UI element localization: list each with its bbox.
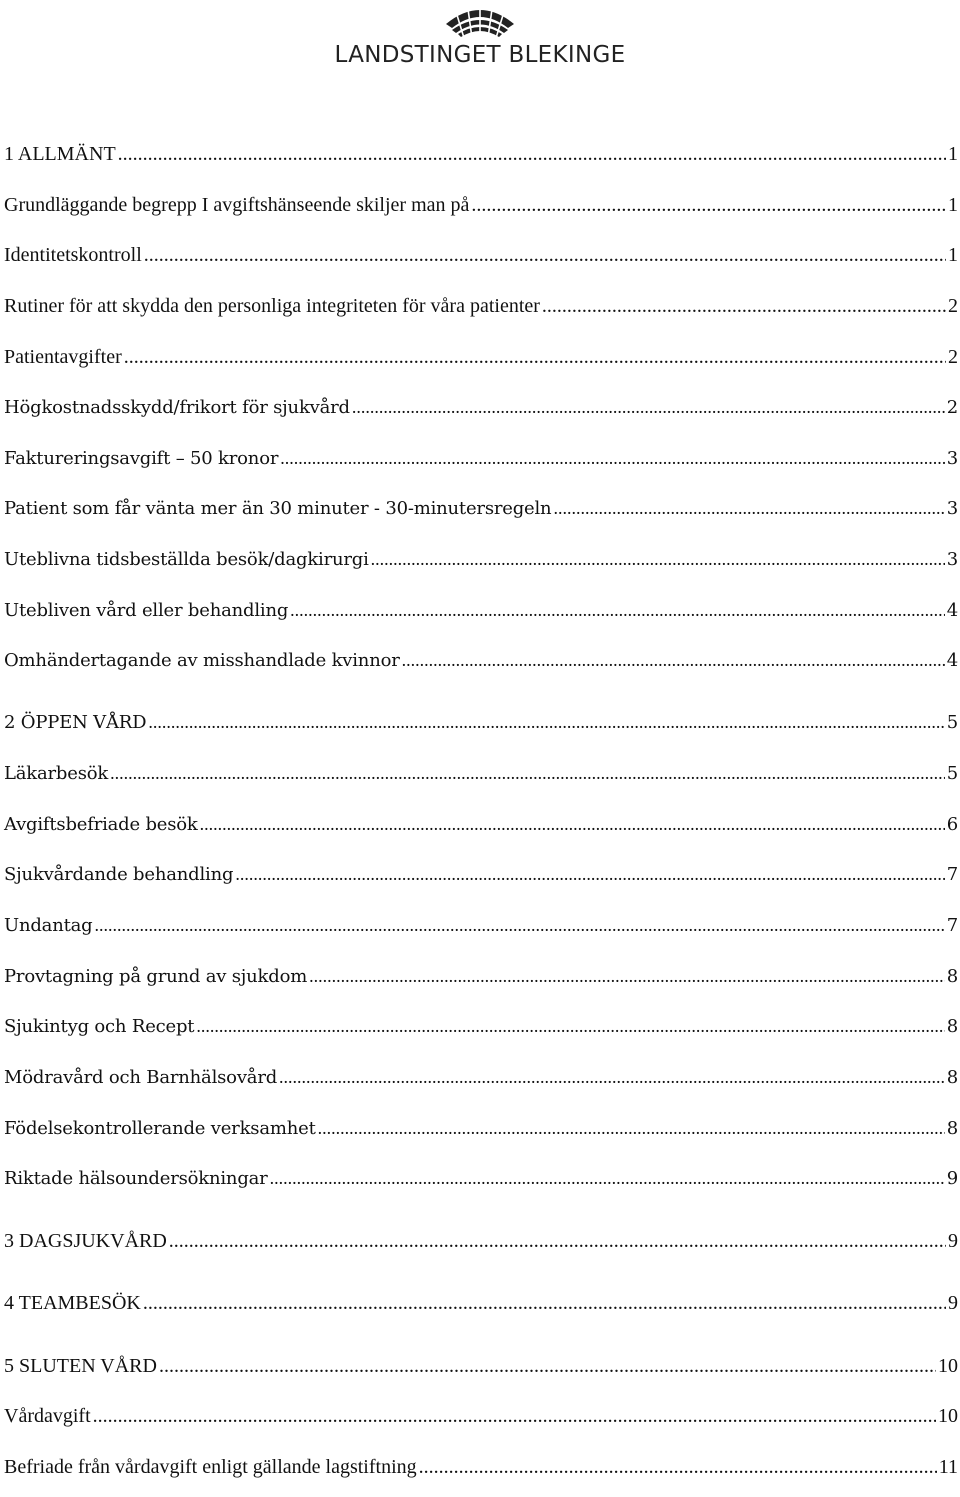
toc-entry[interactable] [4, 346, 958, 374]
toc-entry[interactable] [4, 814, 958, 842]
toc-entry[interactable] [4, 864, 958, 892]
toc-dot-leader [143, 1292, 946, 1315]
toc-dot-leader [110, 763, 945, 784]
toc-dot-leader [196, 1016, 944, 1037]
toc-entry-title: Mödravård och Barnhälsovård [4, 1067, 278, 1088]
toc-entry-page-number: 1 [948, 244, 958, 266]
toc-entry-page-number: 2 [946, 397, 958, 418]
toc-entry-page-number: 9 [948, 1292, 958, 1314]
toc-entry-page-number: 2 [948, 346, 958, 368]
toc-entry[interactable] [4, 498, 958, 526]
toc-entry-title: Omhändertagande av misshandlade kvinnor [4, 650, 400, 671]
toc-entry-title: Provtagning på grund av sjukdom [4, 966, 308, 987]
toc-entry-title: Uteblivna tidsbeställda besök/dagkirurgi [4, 549, 369, 570]
landsting-crown-logo-icon [442, 2, 518, 38]
toc-entry[interactable] [4, 763, 958, 791]
toc-entry-page-number: 5 [946, 712, 958, 733]
document-header [0, 0, 960, 80]
toc-entry-title: 2 ÖPPEN VÅRD [4, 712, 147, 733]
toc-entry-page-number: 6 [946, 814, 958, 835]
toc-entry-page-number: 9 [946, 1168, 958, 1189]
toc-dot-leader [553, 498, 944, 519]
toc-dot-leader [542, 295, 946, 318]
toc-entry-page-number: 3 [946, 448, 958, 469]
toc-entry-page-number: 3 [946, 549, 958, 570]
toc-dot-leader [471, 194, 946, 217]
toc-dot-leader [169, 1230, 946, 1253]
toc-dot-leader [352, 397, 945, 418]
toc-entry-page-number: 5 [946, 763, 958, 784]
toc-entry[interactable] [4, 1118, 958, 1146]
toc-entry-title: Vårdavgift [4, 1405, 91, 1427]
toc-entry-page-number: 8 [946, 1016, 958, 1037]
toc-entry[interactable] [4, 1456, 958, 1484]
toc-entry[interactable] [4, 712, 958, 740]
toc-dot-leader [309, 966, 945, 987]
toc-entry-page-number: 7 [946, 915, 958, 936]
toc-dot-leader [144, 244, 946, 267]
toc-dot-leader [235, 864, 944, 885]
toc-dot-leader [148, 712, 944, 733]
toc-entry-title: Identitetskontroll [4, 244, 142, 266]
toc-entry[interactable] [4, 966, 958, 994]
toc-entry-title: Undantag [4, 915, 93, 936]
toc-entry[interactable] [4, 1405, 958, 1433]
toc-entry-title: Sjukintyg och Recept [4, 1016, 195, 1037]
toc-entry-page-number: 9 [948, 1230, 958, 1252]
toc-dot-leader [318, 1118, 945, 1139]
toc-entry[interactable] [4, 650, 958, 678]
toc-entry-page-number: 1 [948, 143, 958, 165]
toc-entry[interactable] [4, 143, 958, 171]
toc-dot-leader [279, 1067, 945, 1088]
toc-entry-title: Riktade hälsoundersökningar [4, 1168, 268, 1189]
toc-entry[interactable] [4, 1016, 958, 1044]
toc-entry-title: Patient som får vänta mer än 30 minuter - 30-minutersregeln [4, 498, 552, 519]
toc-entry-page-number: 7 [946, 864, 958, 885]
toc-dot-leader [371, 549, 945, 570]
toc-entry-page-number: 2 [948, 295, 958, 317]
toc-entry-title: Befriade från vårdavgift enligt gällande lagstiftning [4, 1456, 417, 1478]
toc-dot-leader [270, 1168, 945, 1189]
toc-entry-title: Avgiftsbefriade besök [4, 814, 198, 835]
toc-entry[interactable] [4, 600, 958, 628]
toc-entry[interactable] [4, 244, 958, 272]
toc-dot-leader [93, 1405, 936, 1428]
toc-entry-title: Faktureringsavgift – 50 kronor [4, 448, 279, 469]
toc-entry[interactable] [4, 1292, 958, 1320]
toc-dot-leader [402, 650, 945, 671]
toc-entry-title: Rutiner för att skydda den personliga integriteten för våra patienter [4, 295, 540, 317]
toc-entry-title: Läkarbesök [4, 763, 109, 784]
logo-wordmark: LANDSTINGET BLEKINGE [334, 42, 626, 68]
toc-dot-leader [419, 1456, 937, 1479]
toc-entry-page-number: 10 [938, 1405, 958, 1427]
toc-entry[interactable] [4, 397, 958, 425]
toc-entry[interactable] [4, 1355, 958, 1383]
toc-entry-page-number: 11 [938, 1456, 958, 1478]
toc-entry-title: 1 ALLMÄNT [4, 143, 116, 165]
toc-entry-page-number: 10 [938, 1355, 958, 1377]
toc-entry-page-number: 8 [946, 1067, 958, 1088]
toc-entry-title: 3 DAGSJUKVÅRD [4, 1230, 167, 1252]
toc-entry[interactable] [4, 448, 958, 476]
toc-entry-page-number: 3 [946, 498, 958, 519]
toc-entry[interactable] [4, 915, 958, 943]
toc-entry-page-number: 1 [948, 194, 958, 216]
toc-entry-page-number: 8 [946, 1118, 958, 1139]
toc-entry[interactable] [4, 1168, 958, 1196]
toc-entry-page-number: 4 [946, 600, 958, 621]
toc-dot-leader [290, 600, 945, 621]
toc-entry-title: Högkostnadsskydd/frikort för sjukvård [4, 397, 350, 418]
toc-dot-leader [200, 814, 945, 835]
toc-entry[interactable] [4, 549, 958, 577]
toc-entry-title: Sjukvårdande behandling [4, 864, 234, 885]
toc-entry-page-number: 8 [946, 966, 958, 987]
toc-entry-title: Patientavgifter [4, 346, 122, 368]
toc-dot-leader [124, 346, 946, 369]
toc-entry-title: 4 TEAMBESÖK [4, 1292, 141, 1314]
toc-entry-title: Födelsekontrollerande verksamhet [4, 1118, 316, 1139]
toc-dot-leader [95, 915, 945, 936]
toc-dot-leader [280, 448, 945, 469]
toc-entry-page-number: 4 [946, 650, 958, 671]
toc-dot-leader [159, 1355, 936, 1378]
toc-dot-leader [118, 143, 946, 166]
toc-entry[interactable] [4, 1067, 958, 1095]
toc-entry[interactable] [4, 295, 958, 323]
toc-entry-title: Utebliven vård eller behandling [4, 600, 289, 621]
toc-entry-title: 5 SLUTEN VÅRD [4, 1355, 157, 1377]
toc-entry-title: Grundläggande begrepp I avgiftshänseende skiljer man på [4, 194, 470, 216]
toc-entry[interactable] [4, 194, 958, 222]
toc-entry[interactable] [4, 1230, 958, 1258]
